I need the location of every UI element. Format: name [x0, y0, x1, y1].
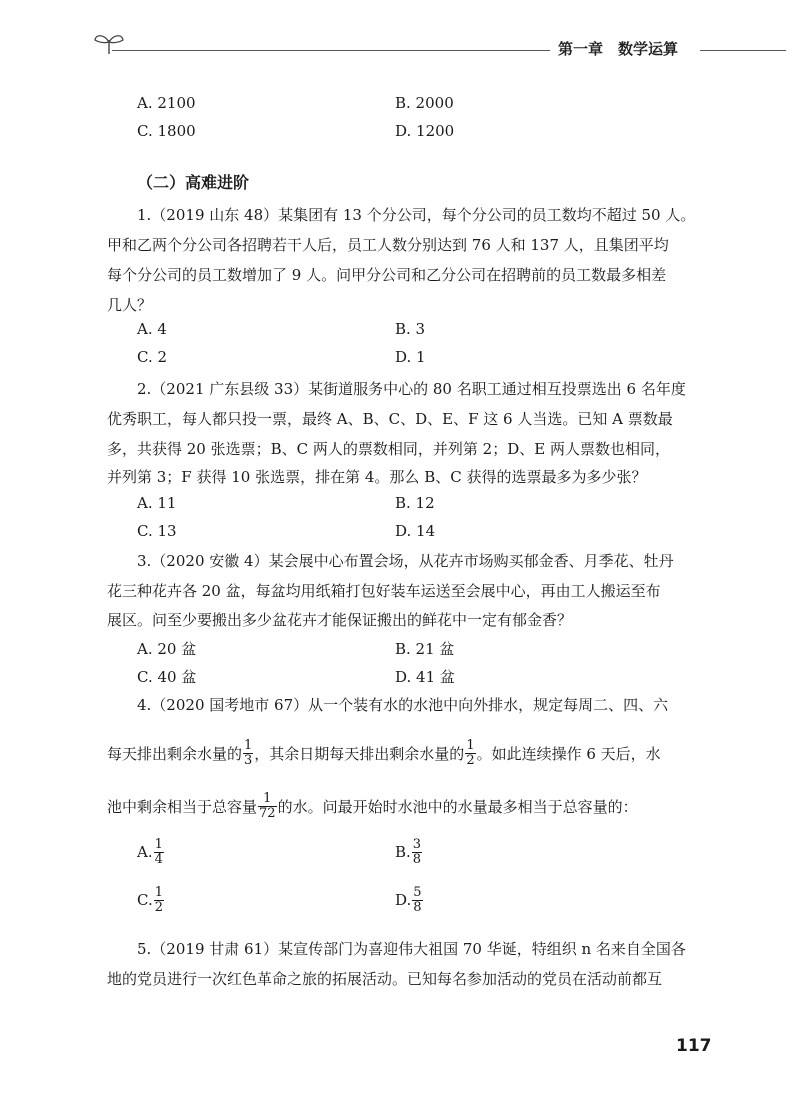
option-c: C. 1800: [137, 122, 196, 140]
q5-line: 5.（2019 甘肃 61）某宣传部门为喜迎伟大祖国 70 华诞，特组织 n 名来自全国各: [137, 940, 686, 958]
q4-line-fractions: [107, 734, 661, 772]
page-number: 117: [676, 1036, 712, 1056]
q4-option-d: D. $\frac{5}{8}$: [395, 885, 422, 915]
option-d: D. 1200: [395, 122, 455, 140]
q2-line: 优秀职工，每人都只投一票，最终 A、B、C、D、E、F 这 6 人当选。已知 A 票数最: [107, 410, 673, 428]
header-rule-left: [112, 50, 550, 51]
chapter-title: 第一章 数学运算: [558, 40, 679, 58]
q4-text: 每天排出剩余水量的: [107, 744, 243, 763]
q4-option-b: B. $\frac{3}{8}$: [395, 837, 422, 867]
q1-line: 每个分公司的员工数增加了 9 人。问甲分公司和乙分公司在招聘前的员工数最多相差: [107, 266, 667, 284]
q2-option-b: B. 12: [395, 494, 435, 512]
q3-line: 展区。问至少要搬出多少盆花卉才能保证搬出的鲜花中一定有郁金香？: [107, 611, 573, 629]
fraction: $\frac{1}{3}$: [244, 737, 253, 768]
q2-line: 并列第 3；F 获得 10 张选票，排在第 4。那么 B、C 获得的选票最多为多少张？: [107, 468, 647, 486]
q2-option-a: A. 11: [137, 494, 177, 512]
fraction: $\frac{1}{2}$: [466, 737, 475, 768]
fraction: $\frac{1}{72}$: [259, 790, 276, 821]
q2-option-d: D. 14: [395, 522, 436, 540]
q1-option-c: C. 2: [137, 348, 168, 366]
q3-option-b: B. 21 盆: [395, 640, 455, 658]
header-rule-right: [700, 50, 786, 51]
q1-line: 几人？: [107, 296, 153, 314]
q1-option-a: A. 4: [137, 320, 167, 338]
q4-line: 4.（2020 国考地市 67）从一个装有水的水池中向外排水，规定每周二、四、六: [137, 696, 669, 714]
q4-text: 的水。问最开始时水池中的水量最多相当于总容量的：: [277, 797, 638, 816]
q4-option-a: A. $\frac{1}{4}$: [137, 837, 163, 867]
q4-option-c: C. $\frac{1}{2}$: [137, 885, 163, 915]
q2-line: 2.（2021 广东县级 33）某街道服务中心的 80 名职工通过相互投票选出 6 名年度: [137, 380, 686, 398]
q4-line-fraction: [107, 786, 638, 826]
section-title: （二）高难进阶: [137, 173, 250, 192]
q3-option-a: A. 20 盆: [137, 640, 197, 658]
q3-option-d: D. 41 盆: [395, 668, 455, 686]
q4-text: 。如此连续操作 6 天后，水: [476, 744, 661, 763]
q3-option-c: C. 40 盆: [137, 668, 197, 686]
q2-line: 多，共获得 20 张选票；B、C 两人的票数相同，并列第 2；D、E 两人票数也相同，: [107, 440, 670, 458]
option-a: A. 2100: [137, 94, 196, 112]
q1-line: 甲和乙两个分公司各招聘若干人后，员工人数分别达到 76 人和 137 人，且集团平均: [107, 236, 669, 254]
q1-line: 1.（2019 山东 48）某集团有 13 个分公司，每个分公司的员工数均不超过 50 人。: [137, 206, 696, 224]
sprout-icon: [92, 30, 126, 56]
q3-line: 花三种花卉各 20 盆，每盆均用纸箱打包好装车运送至会展中心，再由工人搬运至布: [107, 582, 661, 600]
q4-text: 池中剩余相当于总容量: [107, 797, 258, 816]
q1-option-b: B. 3: [395, 320, 426, 338]
q2-option-c: C. 13: [137, 522, 177, 540]
q4-text: ，其余日期每天排出剩余水量的: [254, 744, 465, 763]
q5-line: 地的党员进行一次红色革命之旅的拓展活动。已知每名参加活动的党员在活动前都互: [107, 970, 663, 988]
q1-option-d: D. 1: [395, 348, 426, 366]
q3-line: 3.（2020 安徽 4）某会展中心布置会场，从花卉市场购买郁金香、月季花、牡丹: [137, 552, 674, 570]
option-b: B. 2000: [395, 94, 454, 112]
